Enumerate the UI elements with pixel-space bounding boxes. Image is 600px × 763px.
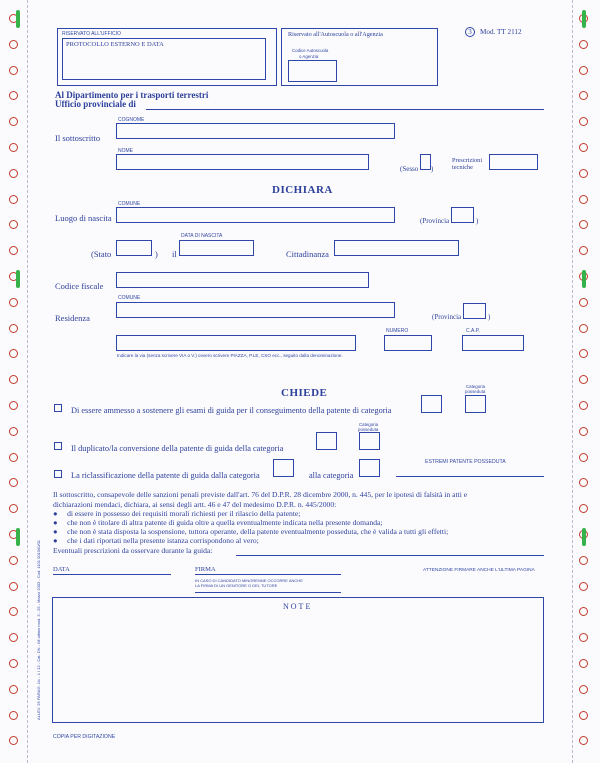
perforation-hole bbox=[9, 401, 18, 410]
birthplace-label: Luogo di nascita bbox=[55, 213, 112, 223]
option2-category-field[interactable] bbox=[316, 432, 337, 450]
postal-code-field[interactable] bbox=[462, 335, 524, 351]
perforation-hole bbox=[9, 427, 18, 436]
to-category-label: alla categoria bbox=[309, 471, 354, 480]
declaration-line-2: dichiarazioni mendaci, dichiara, ai sensi degli artt. 46 e 47 del medesimo D.P.R. n. 445/2000: bbox=[53, 500, 337, 509]
alignment-mark bbox=[16, 528, 20, 546]
bullet-marker: ● bbox=[53, 536, 68, 545]
option3-label: La riclassificazione della patente di guida dalla categoria bbox=[71, 471, 260, 480]
signature-label: FIRMA bbox=[195, 566, 216, 573]
perforation-hole bbox=[579, 66, 588, 75]
option2-label: Il duplicato/la conversione della patente di guida della categoria bbox=[71, 444, 284, 453]
state-close: ) bbox=[155, 249, 158, 259]
perforation-hole bbox=[9, 453, 18, 462]
prescriptions-label-1: Prescrizioni bbox=[452, 157, 483, 164]
perforation-hole bbox=[579, 659, 588, 668]
street-note: Indicare la via (senza scrivere VIA o V.) ovvero scrivere PIAZZA, P.LE, CSO ecc., seguito dalla denominazione. bbox=[117, 353, 343, 358]
name-label: NOME bbox=[118, 148, 133, 154]
perforation-hole bbox=[9, 143, 18, 152]
option1-label: Di essere ammesso a sostenere gli esami di guida per il conseguimento della patente di categoria bbox=[71, 406, 392, 415]
perforation-hole bbox=[579, 685, 588, 694]
citizenship-label: Cittadinanza bbox=[286, 249, 329, 259]
birth-municipality-label: COMUNE bbox=[118, 201, 141, 207]
notes-box[interactable] bbox=[52, 597, 544, 723]
perforation-hole bbox=[9, 298, 18, 307]
prescriptions-note-line[interactable] bbox=[236, 555, 544, 556]
perforation-hole bbox=[9, 40, 18, 49]
perforation-hole bbox=[579, 143, 588, 152]
perforation-hole bbox=[579, 427, 588, 436]
perforation-hole bbox=[9, 169, 18, 178]
office-province-line[interactable] bbox=[146, 109, 544, 110]
agency-code-field[interactable] bbox=[288, 60, 337, 82]
requests-title: CHIEDE bbox=[281, 387, 328, 399]
option1-possessed-field[interactable] bbox=[465, 395, 486, 413]
declaration-bullet-2-text: che non è titolare di altra patente di guida oltre a quella eventualmente indicata nella presente domanda; bbox=[67, 518, 383, 527]
declaration-line-1: Il sottoscritto, consapevole delle sanzioni penali previste dall'art. 76 del D.P.R. 28 dicembre 2000, n. 445, per le ipotesi di falsità in atti e bbox=[53, 490, 468, 499]
citizenship-field[interactable] bbox=[334, 240, 459, 256]
attention-note: ATTENZIONE FIRMARE ANCHE L'ULTIMA PAGINA bbox=[423, 568, 535, 573]
perforation-hole bbox=[579, 195, 588, 204]
minor-note-2: LA FIRMA DI UN GENITORE O DEL TUTORE bbox=[195, 583, 278, 588]
prescriptions-note: Eventuali prescrizioni da osservare durante la guida: bbox=[53, 546, 213, 555]
minor-note-1: IN CASO DI CANDIDATO MINORENNE OCCORRE ANCHE bbox=[195, 578, 303, 583]
bullet-marker: ● bbox=[53, 527, 68, 536]
category-possessed-label-1b: posseduta bbox=[465, 389, 486, 394]
category-possessed-label-1a: Categoria bbox=[466, 384, 486, 389]
option3-to-category-field[interactable] bbox=[359, 459, 380, 477]
residence-province-label: (Provincia bbox=[432, 313, 462, 321]
street-field[interactable] bbox=[116, 335, 356, 351]
perforation-hole bbox=[9, 195, 18, 204]
alignment-mark bbox=[16, 10, 20, 28]
birth-province-field[interactable] bbox=[451, 207, 474, 223]
birth-date-on-label: il bbox=[172, 249, 177, 259]
addressee-department: Al Dipartimento per i trasporti terrestri bbox=[55, 90, 209, 100]
declares-title: DICHIARA bbox=[272, 184, 333, 196]
model-code: Mod. TT 2112 bbox=[480, 28, 522, 36]
residence-province-close: ) bbox=[488, 313, 491, 321]
date-line[interactable] bbox=[53, 574, 171, 575]
perforation-hole bbox=[579, 169, 588, 178]
declaration-bullet-3-text: che non è stata disposta la sospensione, tuttora operante, della patente eventualmente posseduta, che è valida a tutti gli effetti; bbox=[67, 527, 449, 536]
prescriptions-field[interactable] bbox=[489, 154, 538, 170]
external-protocol-label: PROTOCOLLO ESTERNO E DATA bbox=[66, 41, 164, 48]
license-details-label: ESTREMI PATENTE POSSEDUTA bbox=[425, 459, 506, 465]
perforation-hole bbox=[9, 659, 18, 668]
birth-province-close: ) bbox=[476, 217, 479, 225]
alignment-mark bbox=[582, 528, 586, 546]
option1-checkbox[interactable] bbox=[54, 404, 62, 412]
perforation-hole bbox=[579, 40, 588, 49]
option1-category-field[interactable] bbox=[421, 395, 442, 413]
option3-checkbox[interactable] bbox=[54, 470, 62, 478]
perforation-hole bbox=[579, 711, 588, 720]
addressee-office: Ufficio provinciale di bbox=[55, 99, 136, 109]
tax-code-label: Codice fiscale bbox=[55, 281, 104, 291]
birth-province-label: (Provincia bbox=[420, 217, 450, 225]
name-field[interactable] bbox=[116, 154, 369, 170]
street-number-field[interactable] bbox=[384, 335, 432, 351]
tax-code-field[interactable] bbox=[116, 272, 369, 288]
perforation-hole bbox=[9, 582, 18, 591]
declaration-bullet-1-text: di essere in possesso dei requisiti morali richiesti per il rilascio della patente; bbox=[67, 509, 301, 518]
perforation-hole bbox=[579, 556, 588, 565]
birth-date-label: DATA DI NASCITA bbox=[181, 233, 223, 239]
model-number-badge: 3 bbox=[465, 27, 475, 37]
prescriptions-label-2: tecniche bbox=[452, 164, 473, 171]
agency-code-label-1: Codice Autoscuola bbox=[292, 48, 329, 53]
license-details-line[interactable] bbox=[396, 476, 544, 477]
birthplace-field[interactable] bbox=[116, 207, 395, 223]
declaration-bullet-4-text: che i dati riportati nella presente istanza corrispondono al vero; bbox=[67, 536, 259, 545]
perforation-hole bbox=[579, 453, 588, 462]
signature-line[interactable] bbox=[195, 574, 341, 575]
sex-label: (Sesso bbox=[400, 165, 419, 173]
guardian-signature-line[interactable] bbox=[195, 592, 341, 593]
postal-code-label: C.A.P. bbox=[466, 328, 480, 334]
bullet-marker: ● bbox=[53, 509, 68, 518]
residence-field[interactable] bbox=[116, 302, 395, 318]
state-field[interactable] bbox=[116, 240, 152, 256]
perforation-hole bbox=[579, 582, 588, 591]
birth-date-field[interactable] bbox=[179, 240, 254, 256]
perforation-hole bbox=[579, 298, 588, 307]
perforation-hole bbox=[9, 324, 18, 333]
alignment-mark bbox=[582, 270, 586, 288]
category-possessed-label-2a: Categoria bbox=[359, 422, 379, 427]
copy-label: COPIA PER DIGITAZIONE bbox=[53, 734, 116, 740]
agency-reserved-label: Riservato all'Autoscuola o all'Agenzia bbox=[288, 31, 383, 38]
residence-label: Residenza bbox=[55, 313, 90, 323]
notes-title: NOTE bbox=[283, 602, 313, 611]
alignment-mark bbox=[16, 270, 20, 288]
perforation-hole bbox=[579, 401, 588, 410]
state-label: (Stato bbox=[91, 249, 112, 259]
undersigned-label: Il sottoscritto bbox=[55, 133, 101, 143]
bullet-marker: ● bbox=[53, 518, 68, 527]
alignment-mark bbox=[582, 10, 586, 28]
category-possessed-label-2b: posseduta bbox=[358, 427, 379, 432]
perforation-hole bbox=[9, 556, 18, 565]
date-label: DATA bbox=[53, 566, 70, 573]
residence-province-field[interactable] bbox=[463, 303, 486, 319]
option2-checkbox[interactable] bbox=[54, 442, 62, 450]
perforation-hole bbox=[9, 66, 18, 75]
option2-possessed-field[interactable] bbox=[359, 432, 380, 450]
declaration-bullet-4 bbox=[53, 536, 259, 546]
option3-from-category-field[interactable] bbox=[273, 459, 294, 477]
sex-close-paren: ) bbox=[431, 165, 434, 173]
side-print-code: ALLEV. 25 PARAG. 1/c - 1 / 12 - Cat. DN - IM ultimo mod. 3 - 25 - Marzo 2003 - Cod. 1101 001000/01 bbox=[36, 539, 41, 720]
sex-field[interactable] bbox=[420, 154, 431, 170]
perforation-hole bbox=[579, 324, 588, 333]
surname-label: COGNOME bbox=[118, 117, 145, 123]
office-reserved-label: RISERVATO ALL'UFFICIO bbox=[62, 31, 121, 37]
residence-municipality-label: COMUNE bbox=[118, 295, 141, 301]
perforation-hole bbox=[9, 685, 18, 694]
perforation-hole bbox=[9, 711, 18, 720]
agency-code-label-2: o Agenzia bbox=[299, 54, 319, 59]
surname-field[interactable] bbox=[116, 123, 395, 139]
street-number-label: NUMERO bbox=[386, 328, 409, 334]
